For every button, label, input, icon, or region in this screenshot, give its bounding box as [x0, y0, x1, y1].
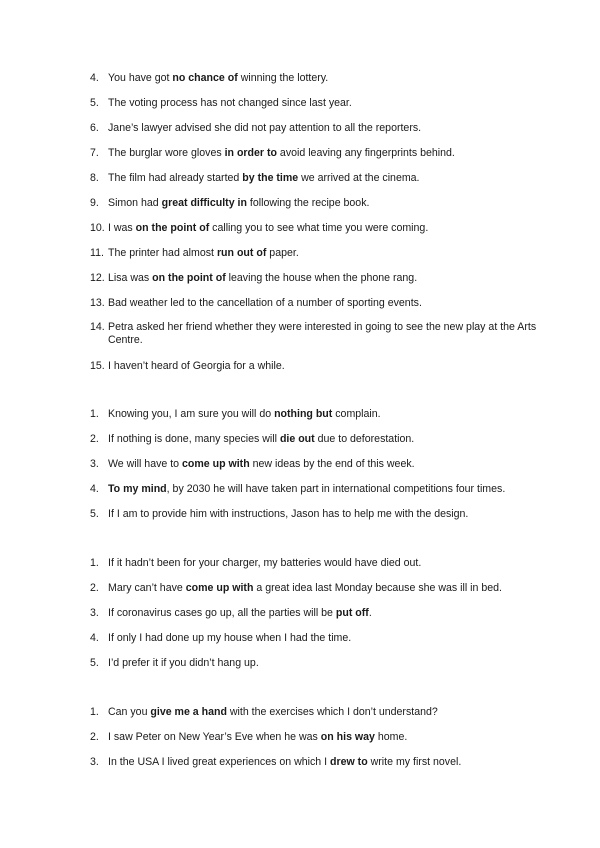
item-text: You have got no chance of winning the lottery. — [108, 72, 329, 84]
list-item — [90, 706, 438, 719]
item-number: 5. — [90, 508, 99, 520]
item-number: 2. — [90, 731, 99, 743]
item-text: If nothing is done, many species will die out due to deforestation. — [108, 433, 415, 445]
list-item — [90, 433, 414, 446]
item-number: 6. — [90, 122, 99, 134]
list-item — [90, 72, 328, 85]
list-item — [90, 222, 428, 235]
item-text: If I am to provide him with instructions, Jason has to help me with the design. — [108, 508, 469, 520]
item-text: Bad weather led to the cancellation of a number of sporting events. — [108, 297, 422, 309]
item-text: Can you give me a hand with the exercises which I don’t understand? — [108, 706, 438, 718]
list-item — [90, 458, 415, 471]
item-text: If only I had done up my house when I had the time. — [108, 632, 352, 644]
list-item — [90, 122, 421, 135]
list-item — [90, 731, 407, 744]
item-number: 7. — [90, 147, 99, 159]
item-text: The film had already started by the time we arrived at the cinema. — [108, 172, 420, 184]
item-number: 4. — [90, 483, 99, 495]
item-number: 11. — [90, 247, 104, 259]
list-item — [90, 557, 421, 570]
item-text: Knowing you, I am sure you will do nothing but complain. — [108, 408, 381, 420]
item-number: 14. — [90, 321, 105, 333]
item-text: Petra asked her friend whether they were interested in going to see the new play at the Arts Centre. — [108, 321, 537, 346]
list-item — [90, 272, 417, 285]
item-number: 12. — [90, 272, 105, 284]
item-number: 1. — [90, 706, 99, 718]
list-item — [90, 197, 369, 210]
item-number: 9. — [90, 197, 99, 209]
item-text: If coronavirus cases go up, all the parties will be put off. — [108, 607, 372, 619]
item-text: To my mind, by 2030 he will have taken part in international competitions four times. — [108, 483, 506, 495]
item-number: 3. — [90, 756, 99, 768]
list-item — [90, 607, 372, 620]
item-text: I saw Peter on New Year’s Eve when he was on his way home. — [108, 731, 408, 743]
item-text: Simon had great difficulty in following the recipe book. — [108, 197, 370, 209]
list-item — [90, 247, 299, 260]
item-text: Mary can’t have come up with a great idea last Monday because she was ill in bed. — [108, 582, 502, 594]
item-number: 15. — [90, 360, 105, 372]
list-item — [90, 97, 352, 110]
list-item — [90, 172, 420, 185]
item-number: 1. — [90, 408, 99, 420]
list-item — [90, 657, 259, 670]
list-item — [90, 297, 422, 310]
item-number: 3. — [90, 607, 99, 619]
list-item — [90, 321, 538, 347]
list-item — [90, 756, 461, 769]
item-number: 2. — [90, 433, 99, 445]
list-item — [90, 147, 455, 160]
list-item — [90, 483, 505, 496]
item-text: In the USA I lived great experiences on which I drew to write my first novel. — [108, 756, 462, 768]
item-text: We will have to come up with new ideas by the end of this week. — [108, 458, 415, 470]
item-text: If it hadn’t been for your charger, my batteries would have died out. — [108, 557, 422, 569]
item-text: Lisa was on the point of leaving the house when the phone rang. — [108, 272, 418, 284]
item-number: 8. — [90, 172, 99, 184]
item-text: I was on the point of calling you to see what time you were coming. — [108, 222, 429, 234]
item-text: I’d prefer it if you didn’t hang up. — [108, 657, 259, 669]
item-number: 5. — [90, 97, 99, 109]
item-number: 5. — [90, 657, 99, 669]
item-text: The printer had almost run out of paper. — [108, 247, 299, 259]
item-text: I haven’t heard of Georgia for a while. — [108, 360, 285, 372]
item-number: 10. — [90, 222, 105, 234]
item-text: Jane’s lawyer advised she did not pay attention to all the reporters. — [108, 122, 422, 134]
item-text: The burglar wore gloves in order to avoid leaving any fingerprints behind. — [108, 147, 455, 159]
item-number: 1. — [90, 557, 99, 569]
list-item — [90, 632, 351, 645]
list-item — [90, 582, 502, 595]
item-text: The voting process has not changed since last year. — [108, 97, 352, 109]
list-item — [90, 360, 285, 373]
item-number: 13. — [90, 297, 105, 309]
item-number: 2. — [90, 582, 99, 594]
list-item — [90, 508, 468, 521]
item-number: 4. — [90, 72, 99, 84]
item-number: 3. — [90, 458, 99, 470]
item-number: 4. — [90, 632, 99, 644]
list-item — [90, 408, 381, 421]
